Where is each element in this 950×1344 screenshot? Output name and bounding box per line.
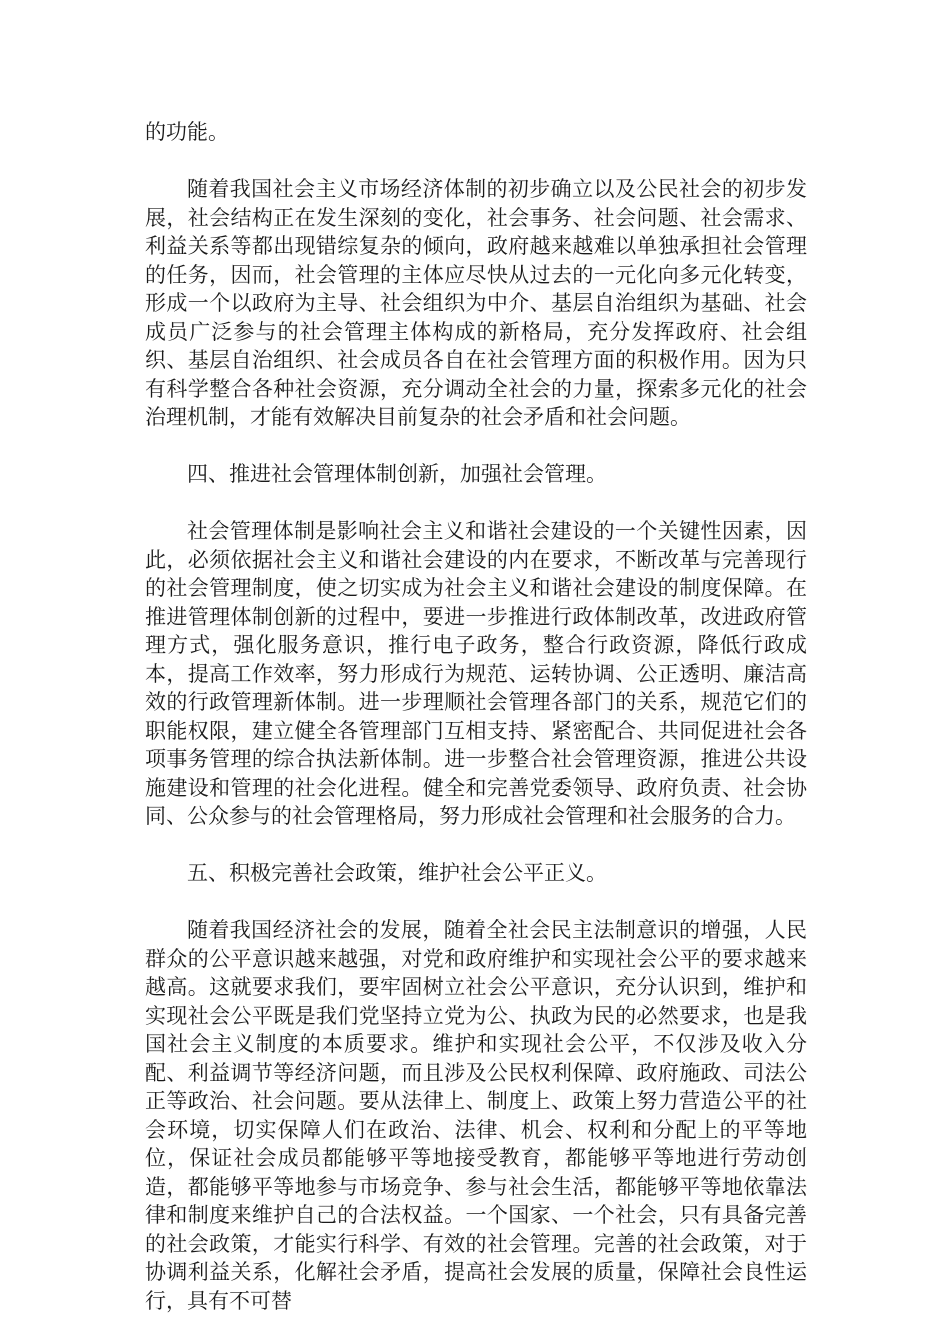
paragraph-social-policy: 随着我国经济社会的发展，随着全社会民主法制意识的增强，人民群众的公平意识越来越强，对党和政府维护和实现社会公平的要求越来越高。这就要求我们，要牢固树立社会公平意识，充分认识到，维护和实现社会公平既是我们党坚持立党为公、执政为民的必然要求，也是我国社会主义制度的本质要求。维护和实现社会公平，不仅涉及收入分配、利益调节等经济问题，而且涉及公民权利保障、政府施政、司法公正等政治、社会问题。要从法律上、制度上、政策上努力营造公平的社会环境，切实保障人们在政治、法律、机会、权利和分配上的平等地位，保证社会成员都能够平等地接受教育，都能够平等地进行劳动创造，都能够平等地参与市场竞争、参与社会生活，都能够平等地依靠法律和制度来维护自己的合法权益。一个国家、一个社会，只有具备完善的社会政策，才能实行科学、有效的社会管理。完善的社会政策，对于协调利益关系，化解社会矛盾，提高社会发展的质量，保障社会良性运行，具有不可替 [145,918,807,1313]
section-heading-five: 五、积极完善社会政策，维护社会公平正义。 [187,861,607,885]
paragraph-management-system: 社会管理体制是影响社会主义和谐社会建设的一个关键性因素，因此，必须依据社会主义和谐社会建设的内在要求，不断改革与完善现行的社会管理制度，使之切实成为社会主义和谐社会建设的制度保障。在推进管理体制创新的过程中，要进一步推进行政体制改革，改进政府管理方式，强化服务意识，推行电子政务，整合行政资源，降低行政成本，提高工作效率，努力形成行为规范、运转协调、公正透明、廉洁高效的行政管理新体制。进一步理顺社会管理各部门的关系，规范它们的职能权限，建立健全各管理部门互相支持、紧密配合、共同促进社会各项事务管理的综合执法新体制。进一步整合社会管理资源，推进公共设施建设和管理的社会化进程。健全和完善党委领导、政府负责、社会协同、公众参与的社会管理格局，努力形成社会管理和社会服务的合力。 [145,519,807,828]
paragraph-social-structure: 随着我国社会主义市场经济体制的初步确立以及公民社会的初步发展，社会结构正在发生深刻的变化，社会事务、社会问题、社会需求、利益关系等都出现错综复杂的倾向，政府越来越难以单独承担社会管理的任务，因而，社会管理的主体应尽快从过去的一元化向多元化转变，形成一个以政府为主导、社会组织为中介、基层自治组织为基础、社会成员广泛参与的社会管理主体构成的新格局，充分发挥政府、社会组织、基层自治组织、社会成员各自在社会管理方面的积极作用。因为只有科学整合各种社会资源，充分调动全社会的力量，探索多元化的社会治理机制，才能有效解决目前复杂的社会矛盾和社会问题。 [145,177,807,429]
document-body [145,118,807,1344]
paragraph-continuation: 的功能。 [145,120,229,144]
section-heading-four: 四、推进社会管理体制创新，加强社会管理。 [187,462,607,486]
